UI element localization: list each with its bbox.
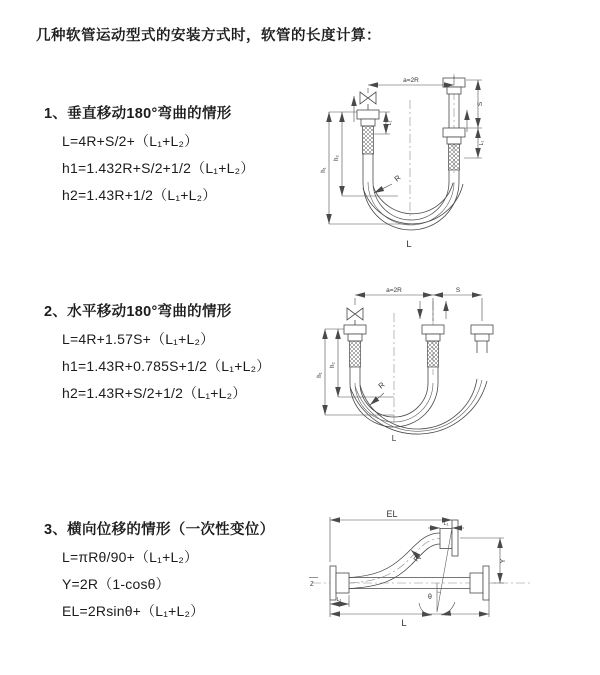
formula-length: L=πRθ/90+（L₁+L₂） [62,549,199,565]
dim-label-s: S [477,101,484,107]
diagram-horizontal-180-bend [308,283,543,455]
dim-label-l1: L₁ [336,597,342,603]
dim-label-s: S [455,287,461,294]
formula-h2: h2=1.43R+S/2+1/2（L₁+L₂） [62,385,247,401]
formula-el: EL=2Rsinθ+（L₁+L₂） [62,603,205,619]
flange-right-displaced [471,325,493,353]
formula-h1: h1=1.43R+0.785S+1/2（L₁+L₂） [62,358,271,374]
section-3-heading: 3、横向位移的情形（一次性变位） [44,522,275,538]
section-lateral-displacement [44,520,274,621]
dim-el [330,509,452,562]
dim-label-a2r: a=2R [403,77,419,84]
dim-l1-right [464,128,485,158]
angle-theta-construction [419,528,455,615]
hose-u-bend [363,154,463,230]
formula-h1: h1=1.432R+S/2+1/2（L₁+L₂） [62,160,255,176]
braided-hose-section [428,341,439,367]
section-vertical-movement [44,104,254,205]
dim-label-h2: h₂ [330,362,336,368]
dim-l1-top [428,521,464,528]
label-r: R [376,380,387,391]
braided-hose-section [350,341,361,367]
diagram-lateral-displacement [300,492,530,638]
formula-y: Y=2R（1-cosθ） [62,576,170,592]
flange-right-original [470,566,489,600]
flange-right-original [443,128,465,170]
flange-left [357,110,379,154]
label-r: R [412,554,422,564]
dim-label-l1: L₁ [387,120,393,126]
label-l: L [391,434,397,443]
dim-label-h2: h₂ [334,155,340,161]
flange-left [330,566,349,600]
dim-l [330,600,489,629]
section-horizontal-movement [44,302,270,403]
section-2-heading: 2、水平移动180°弯曲的情形 [44,304,232,320]
label-theta: θ [428,594,432,601]
braided-hose-section [449,144,460,170]
dim-label-h1: h₁ [321,167,327,173]
dim-label-l1: L₁ [443,521,449,527]
formula-h2: h2=1.43R+1/2（L₁+L₂） [62,187,217,203]
flange-left [344,325,366,367]
valve-icon [360,92,376,110]
label-l: L [406,239,412,250]
dim-s [466,80,484,128]
dim-s [433,287,482,295]
section-1-heading: 1、垂直移动180°弯曲的情形 [44,106,232,122]
formula-length: L=4R+S/2+（L₁+L₂） [62,133,199,149]
hose-s-curve-displaced [349,533,440,589]
formula-length: L=4R+1.57S+（L₁+L₂） [62,331,215,347]
label-z: Z [310,582,314,588]
dim-label-h1: h₁ [317,372,323,378]
radius-callout [374,173,403,193]
page-title: 几种软管运动型式的安装方式时，软管的长度计算： [36,28,381,44]
valve-icon [347,308,363,325]
dim-label-y: Y [500,558,507,564]
dim-a2r [355,287,482,321]
dim-a2r [368,76,454,93]
dim-label-a2r: a=2R [386,287,402,294]
dim-label-l1: L₁ [479,140,485,146]
braided-hose-section [363,126,374,154]
label-l: L [401,618,407,629]
flange-middle [422,325,444,367]
radius-callout [370,380,387,405]
dim-label-el: EL [386,509,398,519]
label-r: R [392,173,403,184]
diagram-vertical-180-bend [312,70,537,262]
